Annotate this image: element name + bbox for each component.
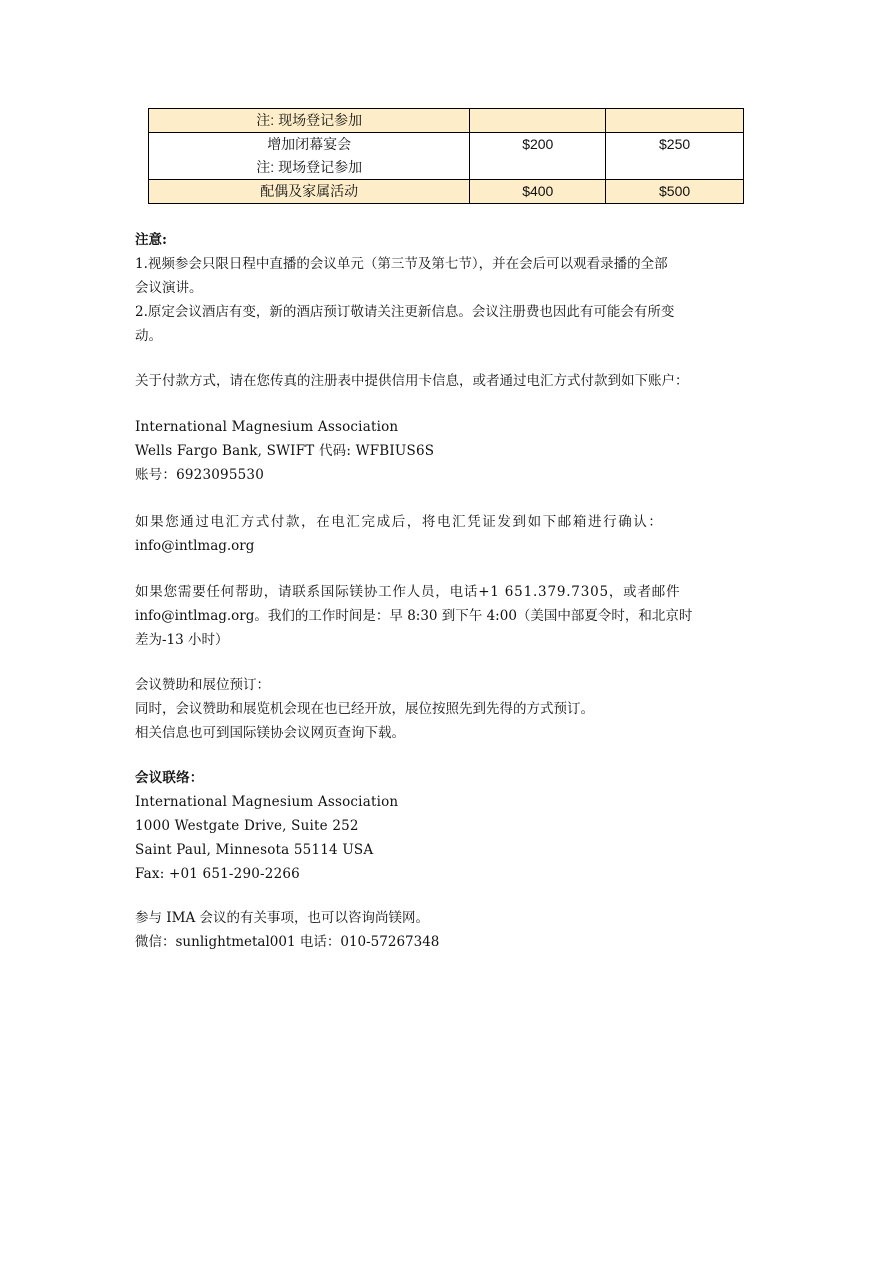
bank-account-block [135,415,760,487]
note-item-2-line: 动。 [135,328,162,344]
fee-table [148,108,744,204]
china-contact-wechat-phone: 微信：sunlightmetal001 电话：010-57267348 [135,934,440,950]
table-cell-label [149,133,470,180]
notes-section [135,228,760,348]
contact-section [135,766,760,886]
help-text-line: 如果您需要任何帮助，请联系国际镁协工作人员，电话+1 651.379.7305，或者邮件 [135,584,681,600]
table-cell-member-fee [470,109,606,133]
table-cell-label [149,180,470,204]
bank-line: Wells Fargo Bank, SWIFT 代码: WFBIUS6S [135,443,435,459]
notes-heading: 注意: [135,232,167,248]
payment-intro: 关于付款方式，请在您传真的注册表中提供信用卡信息，或者通过电汇方式付款到如下账户： [135,373,689,389]
table-cell-nonmember-fee [606,109,744,133]
wire-confirm-text: 如果您通过电汇方式付款，在电汇完成后，将电汇凭证发到如下邮箱进行确认： [135,514,664,530]
account-name: International Magnesium Association [135,419,399,435]
help-text-line: info@intlmag.org。我们的工作时间是：早 8:30 到下午 4:00（美国中部夏令时，和北京时 [135,608,693,624]
contact-address: 1000 Westgate Drive, Suite 252 [135,818,359,834]
contact-address: Saint Paul, Minnesota 55114 USA [135,842,374,858]
table-row [149,133,744,180]
sponsorship-text: 相关信息也可到国际镁协会议网页查询下载。 [135,725,405,741]
wire-confirm-section [135,510,760,558]
help-section [135,580,760,652]
table-cell-nonmember-fee: $250 [606,133,744,180]
table-row [149,109,744,133]
cell-text: 注: 现场登记参加 [256,159,363,175]
sponsorship-heading: 会议赞助和展位预订： [135,677,270,693]
table-cell-label [149,109,470,133]
table-cell-member-fee: $200 [470,133,606,180]
confirm-email-link[interactable]: info@intlmag.org [135,538,255,554]
contact-heading: 会议联络： [135,770,204,786]
table-row [149,180,744,204]
table-cell-nonmember-fee: $500 [606,180,744,204]
sponsorship-text: 同时，会议赞助和展览机会现在也已经开放，展位按照先到先得的方式预订。 [135,701,594,717]
note-item-1-line: 1.视频参会只限日程中直播的会议单元（第三节及第七节），并在会后可以观看录播的全部 [135,256,668,272]
payment-section [135,369,760,393]
table-cell-member-fee: $400 [470,180,606,204]
china-contact-section [135,906,760,954]
note-item-2-line: 2.原定会议酒店有变，新的酒店预订敬请关注更新信息。会议注册费也因此有可能会有所变 [135,304,675,320]
cell-text: 注: 现场登记参加 [256,112,363,128]
contact-org: International Magnesium Association [135,794,399,810]
help-text-line: 差为-13 小时） [135,632,229,648]
china-contact-text: 参与 IMA 会议的有关事项，也可以咨询尚镁网。 [135,910,429,926]
cell-text: 配偶及家属活动 [260,183,359,199]
contact-fax: Fax: +01 651-290-2266 [135,866,300,882]
note-item-1-line: 会议演讲。 [135,280,203,296]
account-number: 账号：6923095530 [135,467,264,483]
sponsorship-section [135,673,760,745]
cell-text: 增加闭幕宴会 [267,136,352,152]
